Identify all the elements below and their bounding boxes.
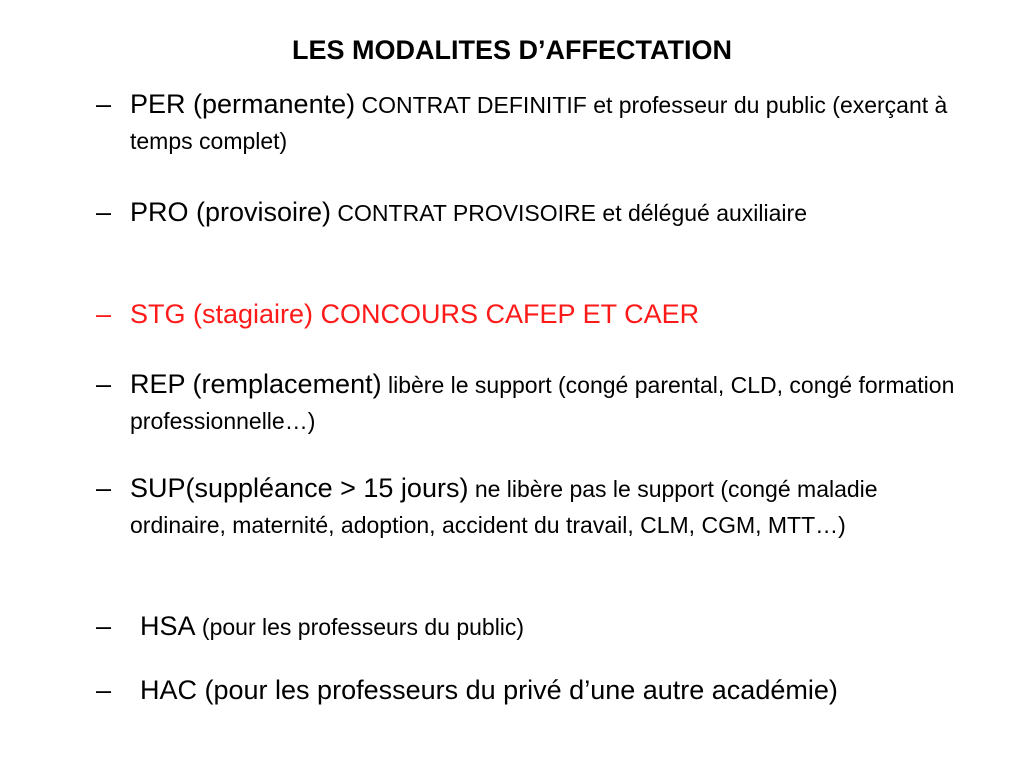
- bullet-dash: –: [96, 473, 112, 503]
- bullet-per: [96, 88, 976, 161]
- bullet-head: REP (remplacement): [130, 369, 382, 399]
- bullet-detail: ne libère pas le support (congé maladie ordinaire, maternité, adoption, accident du travail, CLM, CGM, MTT…): [130, 476, 878, 538]
- bullet-text: [140, 610, 976, 647]
- bullet-dash: –: [96, 675, 112, 705]
- bullet-detail: libère le support (congé parental, CLD, congé formation professionnelle…): [130, 372, 955, 434]
- bullet-hac: [96, 674, 976, 711]
- bullet-head: HSA: [140, 611, 196, 641]
- bullet-head: PER (permanente): [130, 89, 356, 119]
- bullet-pro: [96, 196, 976, 233]
- bullet-sup: [96, 472, 976, 545]
- bullet-head: PRO (provisoire): [130, 197, 332, 227]
- slide-title: LES MODALITES D’AFFECTATION: [292, 35, 732, 65]
- bullet-text: [130, 196, 976, 233]
- bullet-text: [130, 88, 976, 161]
- bullet-rep: [96, 368, 976, 441]
- bullet-head: HAC (pour les professeurs du privé d’une autre académie): [140, 675, 838, 705]
- bullet-text: [130, 368, 976, 441]
- bullet-dash: –: [96, 299, 112, 329]
- bullet-head: SUP(suppléance > 15 jours): [130, 473, 469, 503]
- bullet-text: [130, 472, 976, 545]
- bullet-dash: –: [96, 369, 112, 399]
- bullet-text: [130, 298, 976, 335]
- bullet-detail: (pour les professeurs du public): [195, 614, 525, 640]
- bullet-detail: CONTRAT PROVISOIRE et délégué auxiliaire: [331, 200, 807, 226]
- bullet-dash: –: [96, 611, 112, 641]
- bullet-dash: –: [96, 89, 112, 119]
- bullet-hsa: [96, 610, 976, 647]
- bullet-head: STG (stagiaire) CONCOURS CAFEP ET CAER: [130, 299, 700, 329]
- bullet-dash: –: [96, 197, 112, 227]
- bullet-stg: [96, 298, 976, 335]
- bullet-detail: CONTRAT DEFINITIF et professeur du public (exerçant à temps complet): [130, 92, 948, 154]
- bullet-text: [140, 674, 976, 711]
